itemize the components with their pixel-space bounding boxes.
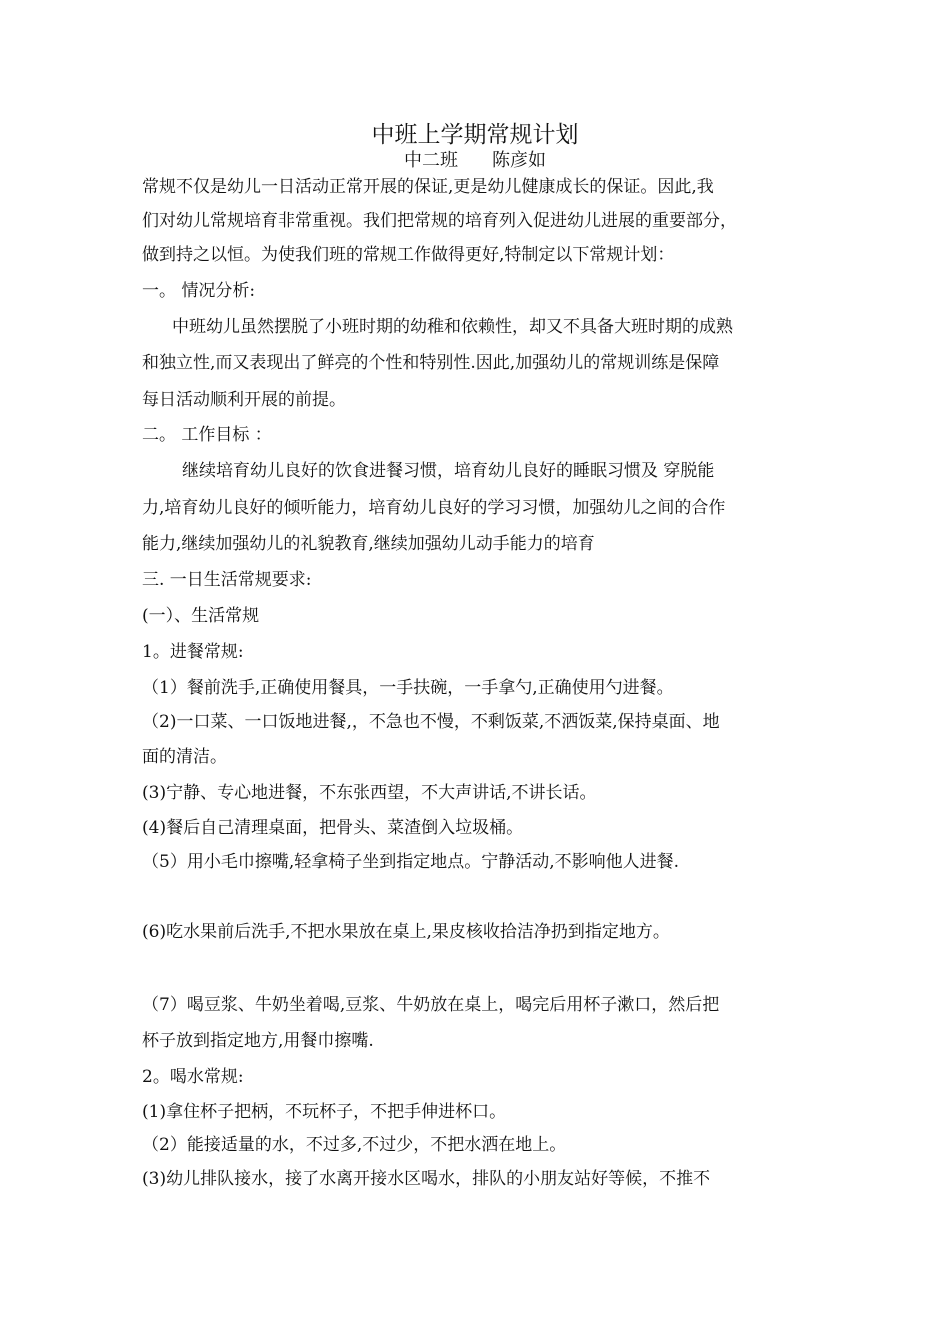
- section-heading: 三. 一日生活常规要求:: [142, 570, 312, 590]
- list-item: (4)餐后自己清理桌面，把骨头、菜渣倒入垃圾桶。: [142, 818, 524, 838]
- list-item: (1)拿住杯子把柄，不玩杯子，不把手伸进杯口。: [142, 1102, 507, 1122]
- document-subtitle: [0, 149, 950, 173]
- list-item: (3)幼儿排队接水，接了水离开接水区喝水，排队的小朋友站好等候，不推不: [142, 1169, 711, 1189]
- item-heading: 1。进餐常规:: [142, 642, 244, 662]
- paragraph-line: 们对幼儿常规培育非常重视。我们把常规的培育列入促进幼儿进展的重要部分，: [142, 211, 737, 231]
- author-name: 陈彦如: [492, 150, 546, 171]
- paragraph-line: 能力,继续加强幼儿的礼貌教育,继续加强幼儿动手能力的培育: [142, 534, 595, 554]
- list-item: (6)吃水果前后洗手,不把水果放在桌上,果皮核收拾洁净扔到指定地方。: [142, 922, 670, 942]
- document-title: 中班上学期常规计划: [371, 122, 579, 148]
- list-item: （2）能接适量的水，不过多,不过少，不把水洒在地上。: [142, 1135, 567, 1155]
- section-heading: 一。 情况分析:: [142, 281, 256, 301]
- paragraph-line: 力,培育幼儿良好的倾听能力，培育幼儿良好的学习习惯，加强幼儿之间的合作: [142, 498, 726, 518]
- list-item: （1）餐前洗手,正确使用餐具，一手扶碗，一手拿勺,正确使用勺进餐。: [142, 678, 674, 698]
- list-item: 杯子放到指定地方,用餐巾擦嘴.: [142, 1031, 374, 1051]
- list-item: （2)一口菜、一口饭地进餐,，不急也不慢，不剩饭菜,不洒饭菜,保持桌面、地: [142, 712, 720, 732]
- list-item: 面的清洁。: [142, 747, 227, 767]
- list-item: (3)宁静、专心地进餐，不东张西望，不大声讲话,不讲长话。: [142, 783, 597, 803]
- class-name: 中二班: [404, 150, 458, 171]
- list-item: （5）用小毛巾擦嘴,轻拿椅子坐到指定地点。宁静活动,不影响他人进餐.: [142, 852, 680, 872]
- item-heading: 2。喝水常规:: [142, 1067, 244, 1087]
- subsection-heading: (一）、生活常规: [142, 606, 260, 626]
- paragraph-line: 和独立性,而又表现出了鲜亮的个性和特别性.因此,加强幼儿的常规训练是保障: [142, 353, 720, 373]
- list-item: （7）喝豆浆、牛奶坐着喝,豆浆、牛奶放在桌上，喝完后用杯子漱口，然后把: [142, 995, 720, 1015]
- paragraph-line: 每日活动顺利开展的前提。: [142, 390, 346, 410]
- paragraph-line: 常规不仅是幼儿一日活动正常开展的保证,更是幼儿健康成长的保证。因此,我: [142, 177, 714, 197]
- paragraph-line: 继续培育幼儿良好的饮食进餐习惯，培育幼儿良好的睡眠习惯及 穿脱能: [182, 461, 715, 481]
- paragraph-line: 中班幼儿虽然摆脱了小班时期的幼稚和依赖性，却又不具备大班时期的成熟: [172, 317, 733, 337]
- section-heading: 二。 工作目标 ：: [142, 425, 272, 445]
- paragraph-line: 做到持之以恒。为使我们班的常规工作做得更好,特制定以下常规计划：: [142, 245, 675, 265]
